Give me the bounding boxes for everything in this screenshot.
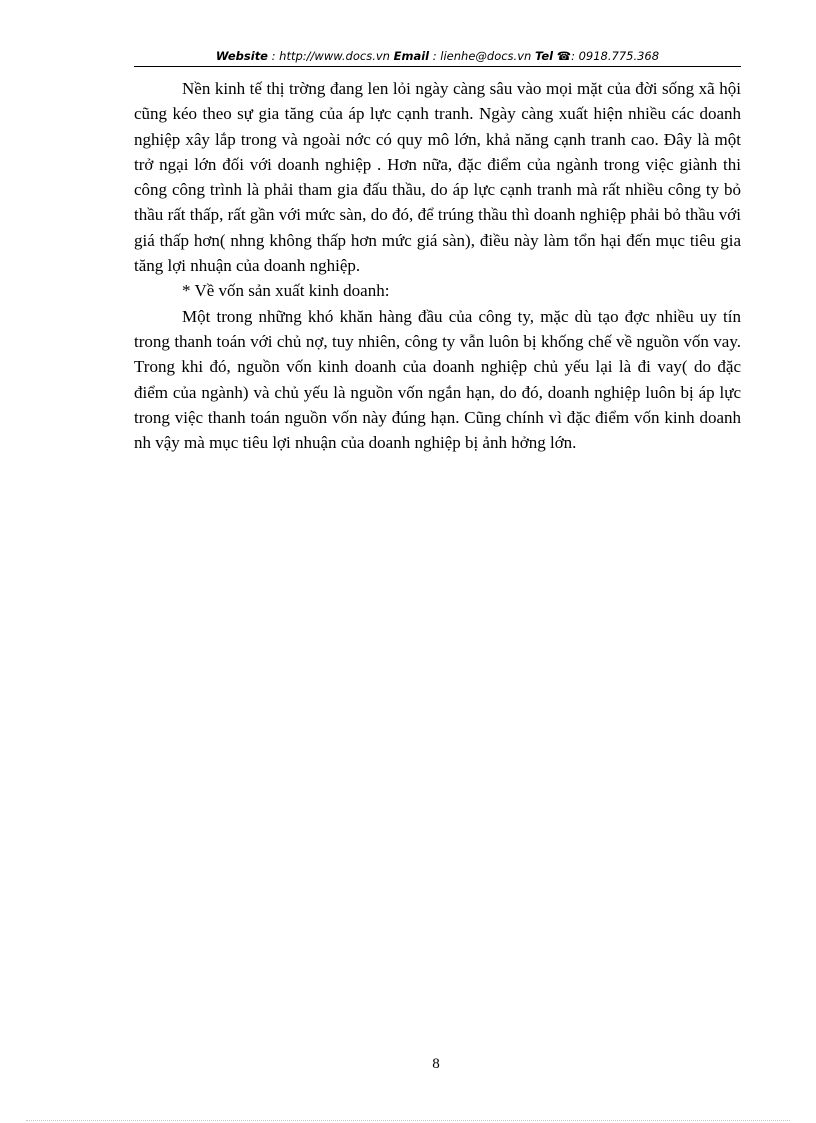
email-address: : lienhe@docs.vn [432, 49, 532, 63]
page-number: 8 [432, 1056, 440, 1072]
paragraph-competition: Nền kinh tế thị trờng đang len lỏi ngày càng sâu vào mọi mặt của đời sống xã hội cũng kéo theo sự gia tăng của áp lực cạnh tranh. Ngày càng xuất hiện nhiều các doanh nghiệp xây lắp trong và ngoài nớc có quy mô lớn, khả năng cạnh tranh cao. Đây là một trở ngại lớn đối với doanh nghiệp . Hơn nữa, đặc điểm của ngành trong việc giành thi công công trình là phải tham gia đấu thầu, do áp lực cạnh tranh mà rất nhiều công ty bỏ thầu rất thấp, rất gần với mức sàn, do đó, để trúng thầu thì doanh nghiệp phải bỏ thầu với giá thấp hơn( nhng không thấp hơn mức giá sàn), điều này làm tổn hại đến mục tiêu gia tăng lợi nhuận của doanh nghiệp. [134, 79, 741, 276]
tel-number: : 0918.775.368 [571, 49, 660, 63]
tel-label: Tel [534, 49, 554, 63]
paragraph-capital: Một trong những khó khăn hàng đầu của công ty, mặc dù tạo đợc nhiều uy tín trong thanh toán với chủ nợ, tuy nhiên, công ty vẫn luôn bị khống chế về nguồn vốn vay. Trong khi đó, nguồn vốn kinh doanh của doanh nghiệp chủ yếu lại là đi vay( do đặc điểm của ngành) và chủ yếu là nguồn vốn ngắn hạn, do đó, doanh nghiệp luôn bị áp lực trong việc thanh toán nguồn vốn này đúng hạn. Cũng chính vì đặc điểm vốn kinh doanh nh vậy mà mục tiêu lợi nhuận của doanh nghiệp bị ảnh hởng lớn. [134, 306, 741, 453]
email-label: Email [393, 49, 430, 63]
website-label: Website [215, 49, 268, 63]
page-bottom-divider [26, 1120, 790, 1121]
website-url: : http://www.docs.vn [271, 49, 390, 63]
section-heading-capital: * Về vốn sản xuất kinh doanh: [182, 281, 390, 301]
phone-icon: ☎ [556, 49, 572, 63]
header-divider [134, 66, 741, 67]
document-body [134, 76, 741, 455]
page-header [134, 46, 741, 68]
